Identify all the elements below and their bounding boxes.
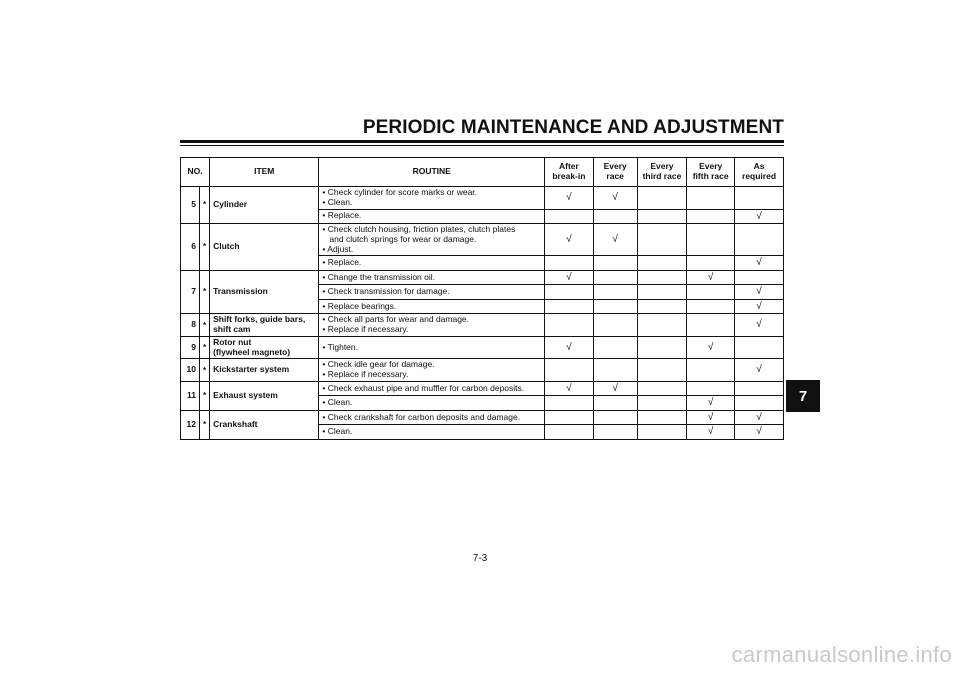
- empty-cell: [545, 314, 594, 337]
- header-after-line2: break-in: [552, 171, 586, 181]
- item-name-line: (flywheel magneto): [213, 346, 291, 357]
- star-mark: *: [199, 224, 209, 271]
- routine-cell: [319, 209, 545, 224]
- routine-line: • Tighten.: [322, 343, 541, 353]
- header-every-race: [593, 158, 637, 187]
- check-mark: √: [545, 336, 594, 359]
- empty-cell: [545, 256, 594, 271]
- check-mark: √: [545, 270, 594, 285]
- star-mark: *: [199, 314, 209, 337]
- empty-cell: [593, 336, 637, 359]
- empty-cell: [637, 285, 687, 300]
- header-as-line2: required: [742, 171, 777, 181]
- routine-line: • Check crankshaft for carbon deposits and damage.: [322, 413, 541, 423]
- empty-cell: [687, 256, 735, 271]
- empty-cell: [687, 285, 735, 300]
- watermark-text: carmanualsonline.info: [731, 642, 952, 667]
- empty-cell: [637, 396, 687, 411]
- empty-cell: [637, 270, 687, 285]
- empty-cell: [545, 359, 594, 382]
- empty-cell: [687, 299, 735, 314]
- routine-cell: [319, 270, 545, 285]
- empty-cell: [545, 425, 594, 440]
- header-item: ITEM: [210, 158, 319, 187]
- item-name: Kickstarter system: [210, 359, 319, 382]
- item-name: [210, 336, 319, 359]
- item-number: 6: [181, 224, 200, 271]
- empty-cell: [593, 425, 637, 440]
- empty-cell: [735, 336, 784, 359]
- header-every-line1: Every: [603, 161, 627, 172]
- item-number: 7: [181, 270, 200, 314]
- empty-cell: [593, 299, 637, 314]
- check-mark: √: [593, 381, 637, 396]
- header-as-line1: As: [753, 161, 765, 172]
- table-row: [181, 381, 784, 396]
- empty-cell: [687, 209, 735, 224]
- routine-cell: [319, 187, 545, 210]
- check-mark: √: [735, 209, 784, 224]
- star-mark: *: [199, 187, 209, 224]
- maintenance-table: [180, 157, 784, 440]
- header-third-race: [637, 158, 687, 187]
- header-after-break-in: [545, 158, 594, 187]
- item-name-line: Rotor nut: [213, 336, 252, 347]
- empty-cell: [637, 209, 687, 224]
- empty-cell: [637, 224, 687, 256]
- check-mark: √: [687, 396, 735, 411]
- page-number: 7-3: [472, 553, 488, 564]
- routine-line: • Clean.: [322, 198, 541, 208]
- star-mark: *: [199, 410, 209, 439]
- check-mark: √: [735, 410, 784, 425]
- routine-line: • Clean.: [322, 427, 541, 437]
- routine-cell: [319, 381, 545, 396]
- table-row: [181, 359, 784, 382]
- empty-cell: [545, 410, 594, 425]
- header-third-line2: third race: [642, 171, 682, 181]
- header-after-line1: After: [558, 161, 579, 172]
- empty-cell: [735, 381, 784, 396]
- check-mark: √: [735, 285, 784, 300]
- check-mark: √: [735, 359, 784, 382]
- empty-cell: [593, 410, 637, 425]
- table-row: [181, 270, 784, 285]
- header-as-required: [735, 158, 784, 187]
- star-mark: *: [199, 270, 209, 314]
- check-mark: √: [545, 381, 594, 396]
- check-mark: √: [687, 425, 735, 440]
- item-name: Clutch: [210, 224, 319, 271]
- check-mark: √: [593, 187, 637, 210]
- check-mark: √: [735, 256, 784, 271]
- star-mark: *: [199, 359, 209, 382]
- empty-cell: [545, 299, 594, 314]
- title-rule-thin: [180, 145, 784, 146]
- routine-cell: [319, 425, 545, 440]
- routine-line: • Check all parts for wear and damage.: [322, 315, 541, 325]
- check-mark: √: [687, 336, 735, 359]
- empty-cell: [593, 270, 637, 285]
- routine-cell: [319, 336, 545, 359]
- empty-cell: [545, 285, 594, 300]
- routine-line: • Replace if necessary.: [322, 325, 541, 335]
- header-routine: ROUTINE: [319, 158, 545, 187]
- empty-cell: [593, 396, 637, 411]
- routine-line: • Clean.: [322, 398, 541, 408]
- empty-cell: [593, 314, 637, 337]
- empty-cell: [687, 224, 735, 256]
- empty-cell: [735, 270, 784, 285]
- item-name: Cylinder: [210, 187, 319, 224]
- table-row: [181, 314, 784, 337]
- empty-cell: [687, 381, 735, 396]
- empty-cell: [593, 285, 637, 300]
- item-number: 5: [181, 187, 200, 224]
- empty-cell: [687, 187, 735, 210]
- check-mark: √: [593, 224, 637, 256]
- routine-line: • Change the transmission oil.: [322, 273, 541, 283]
- routine-line: and clutch springs for wear or damage.: [329, 233, 477, 244]
- item-number: 8: [181, 314, 200, 337]
- routine-line: • Replace bearings.: [322, 302, 541, 312]
- empty-cell: [637, 381, 687, 396]
- header-no: NO.: [181, 158, 210, 187]
- empty-cell: [735, 396, 784, 411]
- empty-cell: [637, 299, 687, 314]
- header-third-line1: Every: [650, 161, 674, 172]
- empty-cell: [735, 224, 784, 256]
- empty-cell: [545, 396, 594, 411]
- table-row: [181, 410, 784, 425]
- star-mark: *: [199, 336, 209, 359]
- routine-line: • Check clutch housing, friction plates, clutch plates: [322, 225, 541, 235]
- empty-cell: [637, 314, 687, 337]
- empty-cell: [637, 359, 687, 382]
- item-name: Crankshaft: [210, 410, 319, 439]
- empty-cell: [593, 256, 637, 271]
- item-number: 9: [181, 336, 200, 359]
- header-fifth-line2: fifth race: [692, 171, 729, 181]
- empty-cell: [545, 209, 594, 224]
- header-every-line2: race: [606, 171, 624, 181]
- table-header-row: [181, 158, 784, 187]
- routine-line: • Check transmission for damage.: [322, 287, 541, 297]
- check-mark: √: [545, 187, 594, 210]
- routine-line: • Adjust.: [322, 245, 541, 255]
- check-mark: √: [687, 410, 735, 425]
- page-title: PERIODIC MAINTENANCE AND ADJUSTMENT: [362, 117, 784, 138]
- header-fifth-race: [687, 158, 735, 187]
- check-mark: √: [735, 314, 784, 337]
- routine-line: • Replace.: [322, 211, 541, 221]
- item-number: 10: [181, 359, 200, 382]
- empty-cell: [593, 209, 637, 224]
- empty-cell: [637, 336, 687, 359]
- table-row: [181, 336, 784, 359]
- check-mark: √: [687, 270, 735, 285]
- item-number: 12: [181, 410, 200, 439]
- title-rule: [180, 140, 784, 143]
- empty-cell: [735, 187, 784, 210]
- check-mark: √: [545, 224, 594, 256]
- empty-cell: [687, 359, 735, 382]
- item-name: Exhaust system: [210, 381, 319, 410]
- empty-cell: [637, 187, 687, 210]
- routine-line: • Check exhaust pipe and muffler for carbon deposits.: [322, 384, 541, 394]
- empty-cell: [637, 425, 687, 440]
- table-row: [181, 187, 784, 210]
- routine-cell: [319, 314, 545, 337]
- routine-line: • Check cylinder for score marks or wear.: [322, 188, 541, 198]
- routine-line: • Replace.: [322, 258, 541, 268]
- routine-cell: [319, 256, 545, 271]
- empty-cell: [593, 359, 637, 382]
- routine-cell: [319, 299, 545, 314]
- header-fifth-line1: Every: [699, 161, 723, 172]
- item-number: 11: [181, 381, 200, 410]
- routine-cell: [319, 396, 545, 411]
- table-row: [181, 224, 784, 256]
- item-name: Transmission: [210, 270, 319, 314]
- routine-cell: [319, 359, 545, 382]
- item-name: [210, 314, 319, 337]
- empty-cell: [637, 256, 687, 271]
- empty-cell: [687, 314, 735, 337]
- item-name-line: Shift forks, guide bars,: [213, 314, 306, 325]
- empty-cell: [637, 410, 687, 425]
- routine-cell: [319, 285, 545, 300]
- check-mark: √: [735, 425, 784, 440]
- item-name-line: shift cam: [213, 324, 251, 335]
- chapter-tab: 7: [786, 380, 820, 412]
- star-mark: *: [199, 381, 209, 410]
- routine-cell: [319, 410, 545, 425]
- check-mark: √: [735, 299, 784, 314]
- routine-line: • Check idle gear for damage.: [322, 360, 541, 370]
- routine-cell: [319, 224, 545, 256]
- routine-line: • Replace if necessary.: [322, 370, 541, 380]
